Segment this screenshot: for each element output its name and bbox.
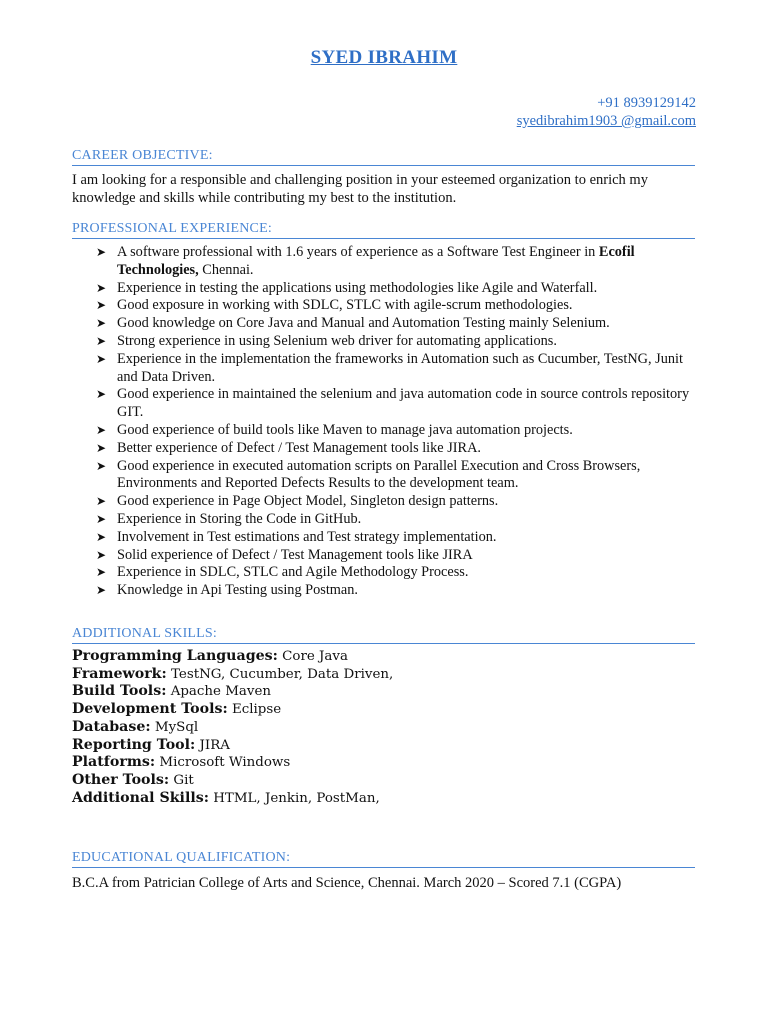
- list-item: [96, 529, 696, 547]
- skill-value: HTML, Jenkin, PostMan,: [208, 790, 380, 806]
- list-item: [96, 458, 696, 494]
- experience-item-text: Experience in SDLC, STLC and Agile Methodology Process.: [117, 564, 469, 581]
- list-item: [96, 386, 696, 422]
- arrowhead-bullet-icon: ➤: [96, 494, 107, 509]
- skill-colon: :: [272, 648, 278, 664]
- skill-row: [72, 754, 697, 772]
- arrowhead-bullet-icon: ➤: [96, 565, 107, 580]
- phone-number: +91 8939129142: [597, 95, 696, 111]
- arrowhead-bullet-icon: ➤: [96, 351, 107, 366]
- skill-colon: :: [163, 771, 170, 788]
- skill-row: [72, 790, 697, 808]
- list-item: [96, 422, 696, 440]
- experience-item-text: Good experience of build tools like Maven to manage java automation projects.: [117, 421, 573, 438]
- skill-label: Build Tools: [72, 683, 162, 700]
- experience-item-text: Good experience in Page Object Model, Singleton design patterns.: [117, 493, 499, 510]
- skill-label: Development Tools: [72, 701, 223, 718]
- skill-label: Programming Languages: [72, 648, 273, 664]
- career-objective-text: I am looking for a responsible and challenging position in your esteemed organization to enrich my knowledge and skills while contributing my best to the institution.: [72, 172, 648, 206]
- skill-label: Framework: [72, 665, 162, 682]
- contact-block: [517, 94, 696, 130]
- arrowhead-bullet-icon: ➤: [96, 583, 107, 598]
- list-item: [96, 333, 696, 351]
- list-item: [96, 582, 696, 600]
- company-name: Ecofil Technologies,: [117, 244, 635, 278]
- list-item: [96, 297, 696, 315]
- skill-value: JIRA: [195, 737, 230, 753]
- skill-colon: :: [222, 701, 228, 718]
- education-text: B.C.A from Patrician College of Arts and Science, Chennai. March 2020 – Scored 7.1 (CGPA): [72, 875, 622, 891]
- list-item: [96, 244, 696, 280]
- arrowhead-bullet-icon: ➤: [96, 280, 107, 295]
- skill-row: [72, 719, 697, 737]
- arrowhead-bullet-icon: ➤: [96, 529, 107, 544]
- list-item: [96, 564, 696, 582]
- skill-label: Database: [72, 718, 146, 735]
- skill-value: Apache Maven: [166, 684, 272, 700]
- experience-item-text: Solid experience of Defect / Test Management tools like JIRA: [117, 546, 473, 563]
- section-title-career-objective: CAREER OBJECTIVE:: [72, 148, 695, 166]
- skill-colon: :: [161, 665, 167, 682]
- experience-item-text: A software professional with 1.6 years of experience as a Software Test Engineer in: [117, 244, 599, 260]
- list-item: [96, 351, 696, 387]
- skill-colon: :: [190, 736, 196, 753]
- arrowhead-bullet-icon: ➤: [96, 422, 107, 437]
- skill-row: [72, 683, 697, 701]
- skill-label: Additional Skills: [72, 789, 204, 806]
- skill-label: Platforms: [72, 754, 150, 771]
- section-title-education: EDUCATIONAL QUALIFICATION:: [72, 850, 695, 868]
- skill-label: Reporting Tool: [72, 736, 191, 753]
- email-link[interactable]: syedibrahim1903 @gmail.com: [516, 113, 696, 129]
- experience-list: [96, 244, 696, 600]
- skill-row: [72, 666, 697, 684]
- arrowhead-bullet-icon: ➤: [96, 547, 107, 562]
- experience-item-text: Good experience in executed automation scripts on Parallel Execution and Cross Browsers, Environments and Reported Defects Results to the development team.: [117, 457, 641, 492]
- section-title-additional-skills: ADDITIONAL SKILLS:: [72, 626, 695, 644]
- skill-colon: :: [149, 754, 156, 771]
- skill-row: [72, 648, 697, 666]
- list-item: [96, 315, 696, 333]
- arrowhead-bullet-icon: ➤: [96, 458, 107, 473]
- experience-item-text: Strong experience in using Selenium web driver for automating applications.: [117, 332, 557, 349]
- experience-item-text: Chennai.: [198, 261, 254, 278]
- skill-colon: :: [203, 789, 209, 806]
- arrowhead-bullet-icon: ➤: [96, 333, 107, 348]
- list-item: [96, 493, 696, 511]
- arrowhead-bullet-icon: ➤: [96, 440, 107, 455]
- list-item: [96, 547, 696, 565]
- skill-value: Core Java: [277, 649, 348, 664]
- experience-item-text: Knowledge in Api Testing using Postman.: [117, 582, 358, 599]
- experience-item-text: Good experience in maintained the selenium and java automation code in source controls repository GIT.: [117, 386, 690, 421]
- arrowhead-bullet-icon: ➤: [96, 245, 107, 259]
- skill-row: [72, 701, 697, 719]
- arrowhead-bullet-icon: ➤: [96, 298, 107, 313]
- skill-row: [72, 772, 697, 790]
- candidate-name: SYED IBRAHIM: [310, 47, 458, 68]
- arrowhead-bullet-icon: ➤: [96, 316, 107, 331]
- skill-value: MySql: [150, 719, 199, 735]
- experience-item-text: Experience in the implementation the frameworks in Automation such as Cucumber, TestNG, Junit and Data Driven.: [117, 350, 683, 385]
- skill-value: Microsoft Windows: [155, 755, 291, 771]
- skill-row: [72, 737, 697, 755]
- list-item: [96, 440, 696, 458]
- skills-list: [72, 648, 697, 807]
- experience-item-text: Experience in testing the applications using methodologies like Agile and Waterfall.: [117, 279, 598, 296]
- experience-item-text: Experience in Storing the Code in GitHub.: [117, 510, 362, 527]
- arrowhead-bullet-icon: ➤: [96, 511, 107, 526]
- experience-item-text: Good exposure in working with SDLC, STLC with agile-scrum methodologies.: [117, 297, 573, 314]
- skill-value: Eclipse: [227, 702, 282, 718]
- list-item: [96, 280, 696, 298]
- experience-item-text: Good knowledge on Core Java and Manual and Automation Testing mainly Selenium.: [117, 315, 610, 332]
- skill-value: TestNG, Cucumber, Data Driven,: [166, 666, 394, 682]
- list-item: [96, 511, 696, 529]
- experience-item-text: Involvement in Test estimations and Test strategy implementation.: [117, 528, 497, 545]
- skill-value: Git: [169, 772, 194, 788]
- skill-colon: :: [145, 718, 151, 735]
- section-title-professional-experience: PROFESSIONAL EXPERIENCE:: [72, 221, 695, 239]
- arrowhead-bullet-icon: ➤: [96, 387, 107, 402]
- skill-label: Other Tools: [72, 771, 164, 788]
- skill-colon: :: [161, 683, 167, 700]
- experience-item-text: Better experience of Defect / Test Management tools like JIRA.: [117, 439, 481, 456]
